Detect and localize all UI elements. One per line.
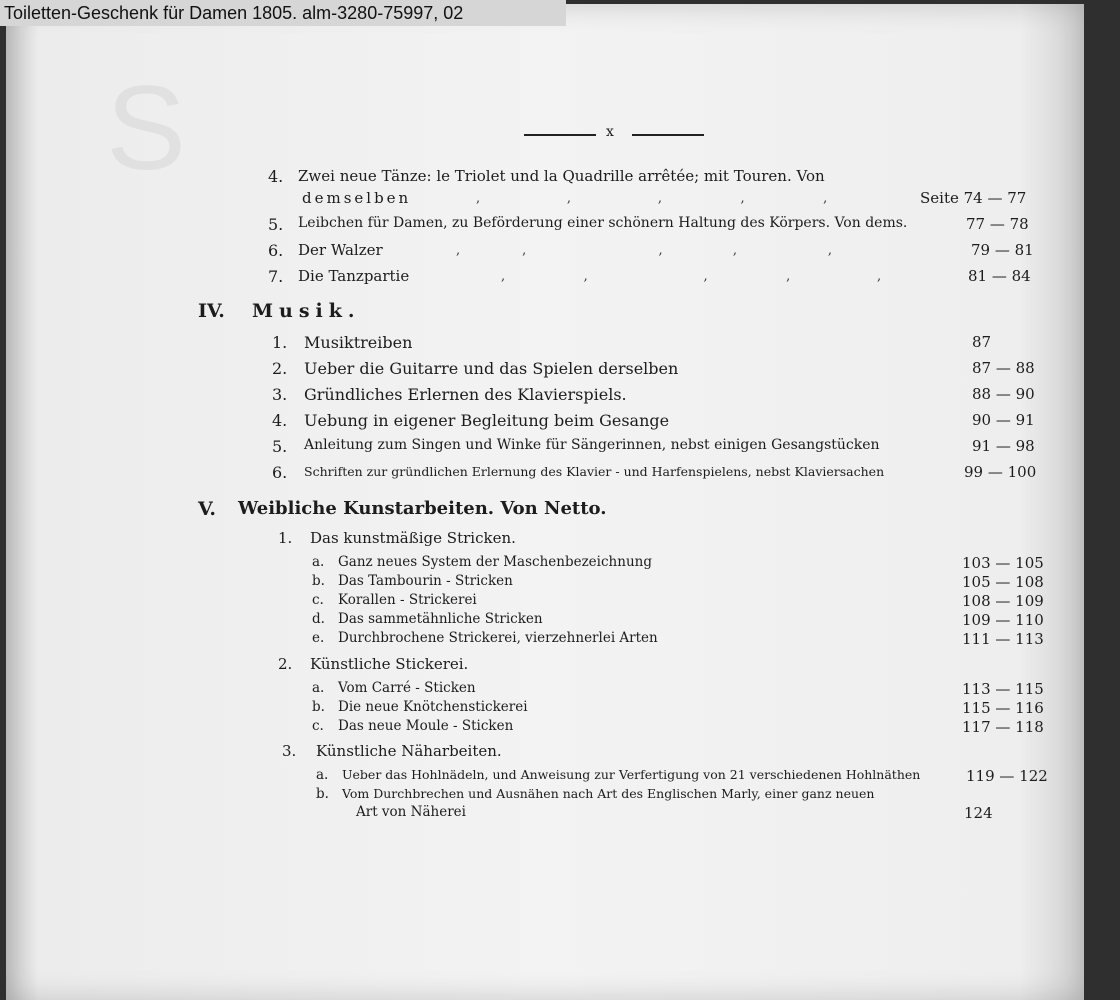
entry-pages: 77 — 78 (966, 215, 1029, 233)
entry-number: 4. (272, 411, 288, 430)
item-pages: 113 — 115 (962, 680, 1044, 698)
bleed-through-mark: S (106, 61, 187, 195)
leader-dots: , , , , , (456, 243, 833, 258)
leader-dots: , , , , , (476, 191, 828, 206)
entry-text: Der Walzer (298, 241, 383, 259)
item-text-continued: Art von Näherei (356, 804, 466, 820)
item-letter: c. (312, 592, 324, 608)
entry-text-continued: demselben (302, 189, 412, 207)
entry-number: 5. (272, 437, 288, 456)
item-text: Ganz neues System der Maschenbezeichnung (338, 554, 652, 570)
item-text: Das neue Moule - Sticken (338, 718, 514, 734)
item-text: Die neue Knötchenstickerei (338, 699, 528, 715)
item-text: Das Tambourin - Stricken (338, 573, 513, 589)
item-text: Vom Carré - Sticken (338, 680, 476, 696)
entry-text: Schriften zur gründlichen Erlernung des Klavier - und Harfenspielens, nebst Klaviersachen (304, 464, 885, 479)
entry-text: Anleitung zum Singen und Winke für Sängerinnen, nebst einigen Gesangstücken (304, 437, 880, 453)
page-header-number: x (606, 124, 614, 140)
item-text: Das sammetähnliche Stricken (338, 611, 543, 627)
window-title: Toiletten-Geschenk für Damen 1805. alm-3280-75997, 02 (0, 0, 566, 26)
item-pages: 108 — 109 (962, 592, 1044, 610)
item-text: Ueber das Hohlnädeln, und Anweisung zur Verfertigung von 21 verschiedenen Hohlnäthen (342, 767, 921, 782)
item-letter: d. (312, 611, 325, 627)
item-text: Vom Durchbrechen und Ausnähen nach Art des Englischen Marly, einer ganz neuen (342, 786, 875, 801)
entry-number: 5. (268, 215, 284, 234)
entry-text: Musiktreiben (304, 333, 413, 352)
section-title: Musik. (252, 300, 361, 322)
scanned-page (6, 4, 1084, 1000)
item-pages: 103 — 105 (962, 554, 1044, 572)
group-title: Das kunstmäßige Stricken. (310, 529, 516, 547)
item-pages: 105 — 108 (962, 573, 1044, 591)
entry-text: Zwei neue Tänze: le Triolet und la Quadrille arrêtée; mit Touren. Von (298, 167, 825, 185)
entry-number: 2. (272, 359, 288, 378)
entry-pages: 91 — 98 (972, 437, 1035, 455)
item-letter: b. (316, 786, 329, 802)
entry-pages: 90 — 91 (972, 411, 1035, 429)
entry-pages: 81 — 84 (968, 267, 1031, 285)
section-numeral: V. (198, 498, 217, 520)
entry-number: 7. (268, 267, 284, 286)
item-letter: a. (316, 767, 329, 783)
group-number: 2. (278, 655, 293, 673)
group-title: Künstliche Näharbeiten. (316, 742, 502, 760)
group-number: 3. (282, 742, 297, 760)
section-numeral: IV. (198, 300, 225, 322)
item-letter: b. (312, 699, 325, 715)
item-text: Korallen - Strickerei (338, 592, 477, 608)
entry-number: 6. (268, 241, 284, 260)
item-pages: 111 — 113 (962, 630, 1044, 648)
entry-number: 6. (272, 463, 288, 482)
entry-pages: 88 — 90 (972, 385, 1035, 403)
item-letter: e. (312, 630, 325, 646)
entry-pages: 79 — 81 (971, 241, 1034, 259)
item-pages: 119 — 122 (966, 767, 1048, 785)
entry-text: Uebung in eigener Begleitung beim Gesange (304, 411, 670, 430)
item-text: Durchbrochene Strickerei, vierzehnerlei Arten (338, 630, 658, 646)
item-letter: c. (312, 718, 324, 734)
item-letter: a. (312, 554, 325, 570)
section-title: Weibliche Kunstarbeiten. Von Netto. (238, 498, 607, 519)
entry-text: Die Tanzpartie (298, 267, 410, 285)
entry-text: Gründliches Erlernen des Klavierspiels. (304, 385, 627, 404)
item-pages: 124 (964, 804, 993, 822)
entry-number: 1. (272, 333, 288, 352)
leader-dots: , , , , , (501, 269, 882, 284)
entry-pages: 87 — 88 (972, 359, 1035, 377)
entry-pages: 99 — 100 (964, 463, 1037, 481)
group-number: 1. (278, 529, 293, 547)
entry-number: 4. (268, 167, 284, 186)
entry-text: Leibchen für Damen, zu Beförderung einer schönern Haltung des Körpers. Von dems. (298, 215, 908, 231)
page-header-ornament (524, 124, 704, 146)
item-letter: b. (312, 573, 325, 589)
entry-pages: 87 (972, 333, 992, 351)
entry-pages: Seite 74 — 77 (920, 189, 1027, 207)
group-title: Künstliche Stickerei. (310, 655, 469, 673)
item-letter: a. (312, 680, 325, 696)
entry-text: Ueber die Guitarre und das Spielen derselben (304, 359, 679, 378)
item-pages: 109 — 110 (962, 611, 1044, 629)
entry-number: 3. (272, 385, 288, 404)
item-pages: 117 — 118 (962, 718, 1044, 736)
item-pages: 115 — 116 (962, 699, 1044, 717)
